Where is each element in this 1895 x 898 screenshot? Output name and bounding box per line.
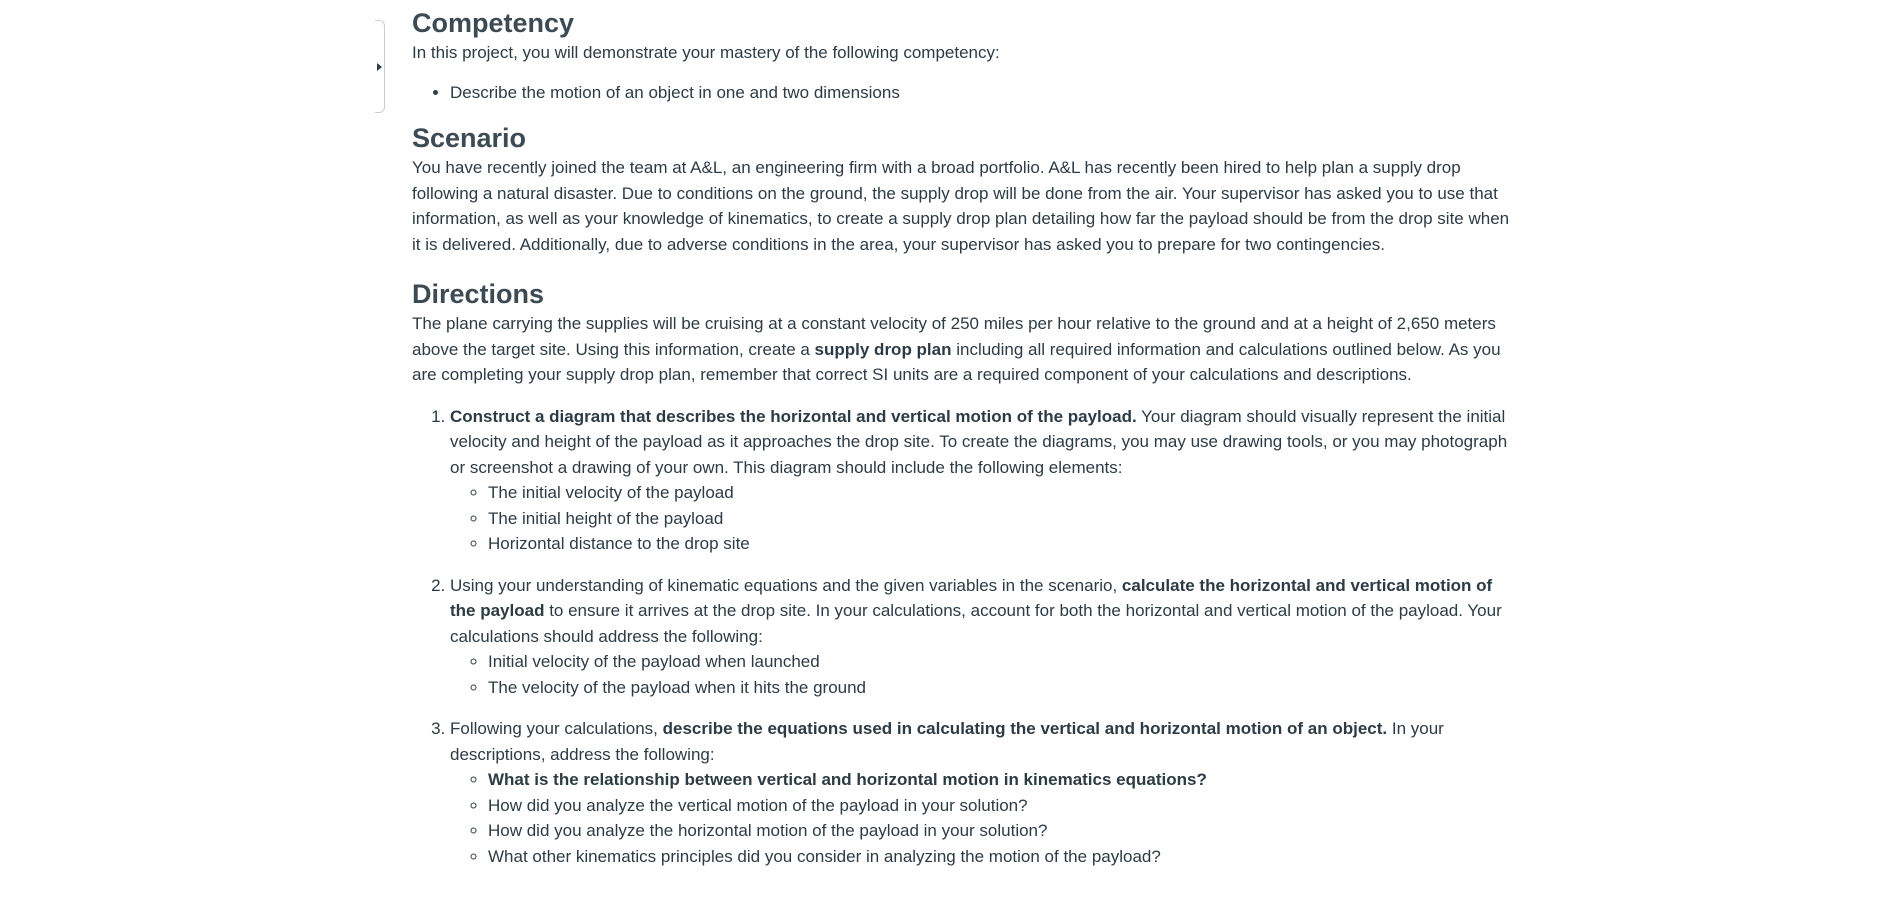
sub-item: ◦ The initial velocity of the payload <box>488 480 1512 506</box>
directions-intro: The plane carrying the supplies will be cruising at a constant velocity of 250 miles per hour relative to the ground and at a height of 2,650 meters above the target site. Using this information, create a supply drop plan including all required information and calculations outlined below. As you are completing your supply drop plan, remember that correct SI units are a required component of your calculations and descriptions. <box>412 314 1501 384</box>
step-item: 1. Construct a diagram that describes the horizontal and vertical motion of the payload. Your diagram should visually represent the initial velocity and height of the payload as it approaches the drop site. To create the diagrams, you may use drawing tools, or you may photograph or screenshot a drawing of your own. This diagram should include the following elements: ◦ The initial velocity of the payload ◦ The initial height of the payload ◦ Horizontal distance to the drop site <box>450 404 1512 557</box>
scenario-heading: Scenario <box>412 123 527 153</box>
step-sublist <box>450 649 1512 700</box>
caret-right-icon <box>377 63 382 71</box>
competency-heading: Competency <box>412 8 575 38</box>
competency-item: • Describe the motion of an object in one and two dimensions <box>450 80 1512 106</box>
step-sublist <box>450 767 1512 869</box>
supply-drop-plan-emphasis: supply drop plan <box>814 339 952 359</box>
step-item: 3. Following your calculations, describe the equations used in calculating the vertical and horizontal motion of an object. In your descriptions, address the following: ◦ What is the relationship between vertical and horizontal motion in kinematics equations? ◦ How did you analyze the vertical motion of the payload in your solution? ◦ How did you analyze the horizontal motion of the payload in your solution? ◦ What other kinematics principles did you consider in analyzing the motion of the payload? <box>450 716 1512 869</box>
sidebar-collapse-toggle[interactable] <box>375 20 385 113</box>
competency-list <box>412 80 1512 106</box>
scenario-text: You have recently joined the team at A&L, an engineering firm with a broad portfolio. A&L has recently been hired to help plan a supply drop following a natural disaster. Due to conditions on the ground, the supply drop will be done from the air. Your supervisor has asked you to use that information, as well as your knowledge of kinematics, to create a supply drop plan detailing how far the payload should be from the drop site when it is delivered. Additionally, due to adverse conditions in the area, your supervisor has asked you to prepare for two contingencies. <box>412 158 1510 254</box>
assignment-content <box>412 6 1512 869</box>
sub-item: ◦ Horizontal distance to the drop site <box>488 531 1512 557</box>
sub-item: ◦ The velocity of the payload when it hits the ground <box>488 675 1512 701</box>
sub-item: ◦ How did you analyze the vertical motion of the payload in your solution? <box>488 793 1512 819</box>
competency-intro: In this project, you will demonstrate your mastery of the following competency: <box>412 43 1000 62</box>
directions-heading: Directions <box>412 279 545 309</box>
step-item: 2. Using your understanding of kinematic equations and the given variables in the scenario, calculate the horizontal and vertical motion of the payload to ensure it arrives at the drop site. In your calculations, account for both the horizontal and vertical motion of the payload. Your calculations should address the following: ◦ Initial velocity of the payload when launched ◦ The velocity of the payload when it hits the ground <box>450 573 1512 701</box>
sub-item: ◦ How did you analyze the horizontal motion of the payload in your solution? <box>488 818 1512 844</box>
sub-item: ◦ The initial height of the payload <box>488 506 1512 532</box>
sub-item: ◦ What other kinematics principles did you consider in analyzing the motion of the payload? <box>488 844 1512 870</box>
sub-item: ◦ Initial velocity of the payload when launched <box>488 649 1512 675</box>
sub-item: ◦ What is the relationship between vertical and horizontal motion in kinematics equations? <box>488 767 1512 793</box>
step-sublist <box>450 480 1512 557</box>
directions-steps <box>412 404 1512 870</box>
